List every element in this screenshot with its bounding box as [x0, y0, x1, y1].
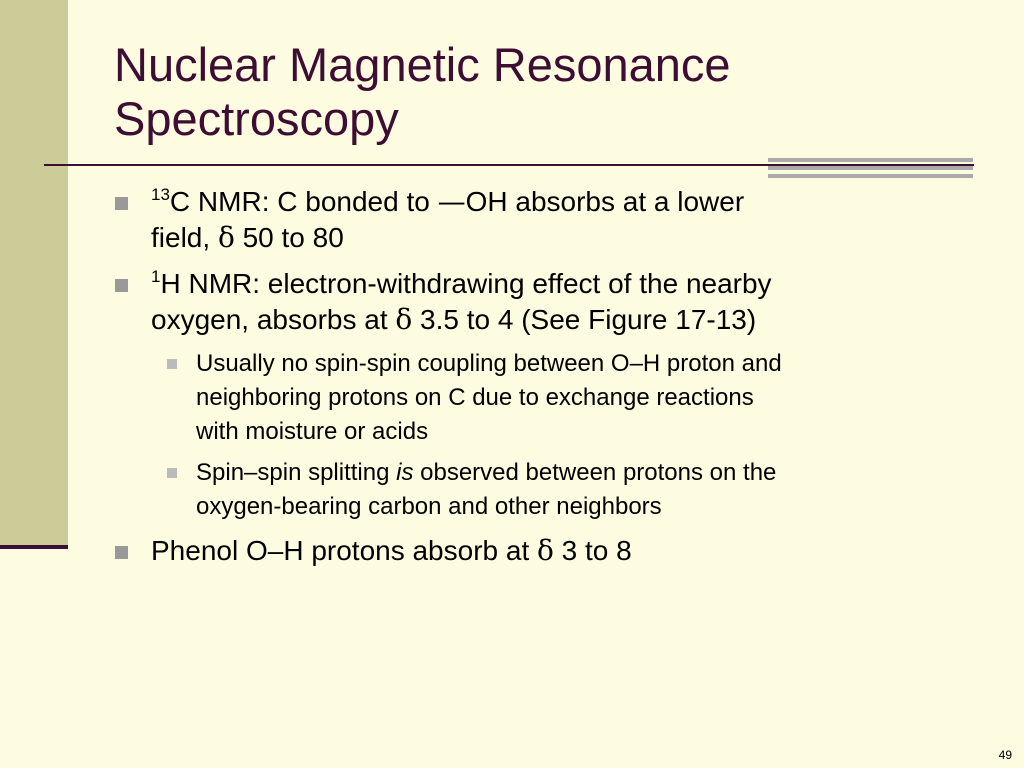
bullet-text: neighboring protons on C due to exchange reactions [196, 384, 754, 411]
delta-symbol: δ [217, 221, 235, 254]
delta-symbol: δ [537, 534, 554, 567]
bullet-text: Usually no spin-spin coupling between O–H proton and [196, 350, 782, 377]
bullet-text: 3 to 8 [561, 535, 632, 566]
bullet-text: H NMR: electron-withdrawing effect of the nearby [160, 268, 772, 299]
bullet-1h-nmr [151, 266, 951, 338]
bullet-text: oxygen-bearing carbon and other neighbors [196, 493, 662, 520]
title-line-2: Spectroscopy [114, 92, 399, 145]
bullet-text: 50 to 80 [242, 222, 344, 253]
italic-emphasis: is [396, 459, 414, 486]
title-line-1: Nuclear Magnetic Resonance [114, 38, 731, 91]
bullet-text: with moisture or acids [196, 418, 429, 445]
bullet-text: Phenol O–H protons absorb at [151, 535, 530, 566]
bullet-13c-nmr [151, 184, 951, 256]
bullet-phenol [151, 533, 951, 569]
bullet-text: Spin–spin splitting [196, 459, 390, 486]
sub-bullet-spin-coupling [196, 347, 976, 449]
bullet-text: OH absorbs at a lower [465, 186, 745, 217]
page-number: 49 [998, 748, 1012, 762]
bullet-text: field, [151, 222, 211, 253]
left-accent-bar [0, 0, 68, 545]
bullet-text: C NMR: C bonded to [169, 186, 430, 217]
bullet-text: observed between protons on the [420, 459, 777, 486]
title-accent-stripes [768, 158, 973, 178]
superscript-1: 1 [151, 267, 161, 286]
left-accent-underline [0, 545, 68, 549]
slide-title [114, 38, 994, 146]
bullet-text: oxygen, absorbs at [151, 304, 388, 335]
superscript-13: 13 [151, 185, 170, 204]
bond-dash: — [437, 185, 466, 218]
bullet-text: 3.5 to 4 (See Figure 17-13) [420, 304, 757, 335]
sub-bullet-spin-splitting [196, 456, 976, 524]
delta-symbol: δ [395, 303, 413, 336]
